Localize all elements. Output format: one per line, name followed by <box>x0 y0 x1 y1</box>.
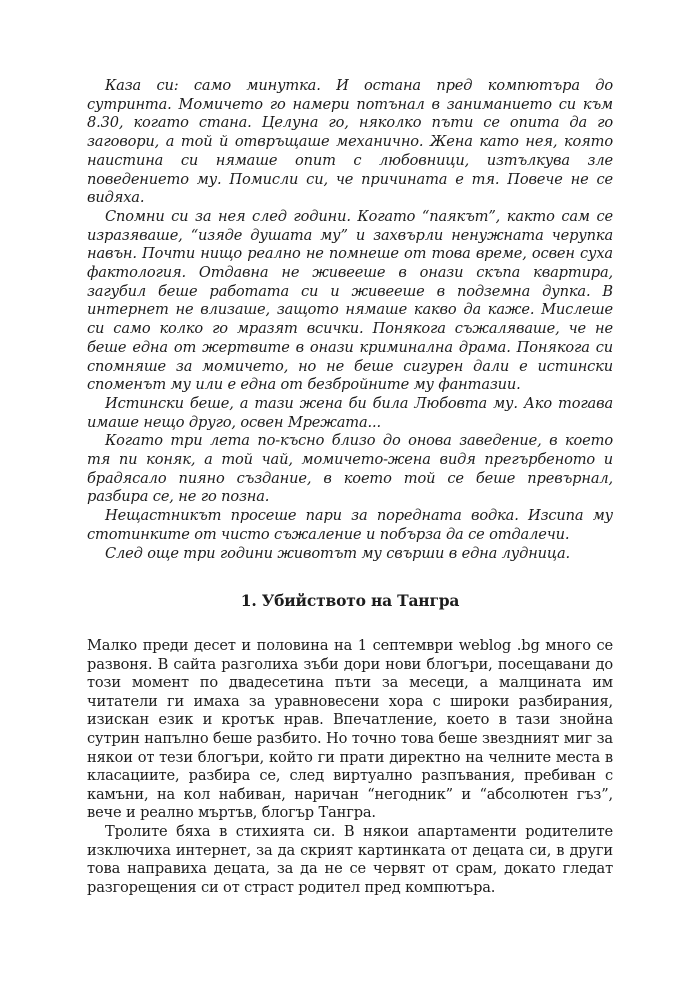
paragraph: Тролите бяха в стихията си. В някои апартаменти родителите изключиха интернет, за да скрият картинката от децата си, в други това направиха децата, за да не се червят от срам, докато гледат разгорещения си от страст родител пред компютъра. <box>87 822 613 896</box>
paragraph: Спомни си за нея след години. Когато “паякът”, както сам се изразяваше, “изяде душата му” и захвърли ненужната черупка навън. Почти нищо реално не помнеше от това време, освен суха фактология. Отдавна не живееше в онази скъпа квартира, загубил беше работата си и живееше в подземна дупка. В интернет не влизаше, защото нямаше какво да каже. Мислеше си само колко го мразят всички. Понякога съжаляваше, че не беше една от жертвите в онази криминална драма. Понякога си спомняше за момичето, но не беше сигурен дали е истински споменът му или е една от безбройните му фантазии. <box>87 207 613 394</box>
paragraph: След още три години животът му свърши в една лудница. <box>105 544 571 562</box>
paragraph: Истински беше, а тази жена би била Любовта му. Ако тогава имаше нещо друго, освен Мрежата... <box>87 394 613 431</box>
italic-passage <box>87 77 613 563</box>
chapter-title: 1. Убийството на Тангра <box>240 591 460 610</box>
paragraph: Каза си: само минутка. И остана пред компютъра до сутринта. Момичето го намери потънал в заниманието си към 8.30, когато стана. Целуна го, няколко пъти се опита да го заговори, а той й отвръщаше механично. Жена като нея, която наистина си нямаше опит с любовници, изтълкува зле поведението му. Помисли си, че причината е тя. Повече не се видяха. <box>87 77 613 207</box>
paragraph: Когато три лета по-късно близо до онова заведение, в което тя пи коняк, а той чай, момичето-жена видя прегърбеното и брадясало пияно създание, в което той се беше превърнал, разбира се, не го позна. <box>87 432 613 506</box>
paragraph: Нещастникът просеше пари за поредната водка. Изсипа му стотинките от чисто съжаление и побърза да се отдалечи. <box>87 507 613 543</box>
paragraph: Малко преди десет и половина на 1 септември weblog .bg много се развоня. В сайта разголиха зъби дори нови блогъри, посещавани до този момент по двадесетина пъти за месеци, а малцината им читатели ги имаха за уравновесени хора с широки разбирания, изискан език и кротък нрав. Впечатление, което в тази знойна сутрин напълно беше разбито. Но точно това беше звездният миг за някои от тези блогъри, който ги прати директно на челните места в класациите, разбира се, след виртуално разпъвания, пребиван с камъни, на кол набиван, наричан “негодник” и “абсолютен гъз”, вече и реално мъртъв, блогър Тангра. <box>87 637 613 822</box>
chapter-body <box>87 637 613 897</box>
